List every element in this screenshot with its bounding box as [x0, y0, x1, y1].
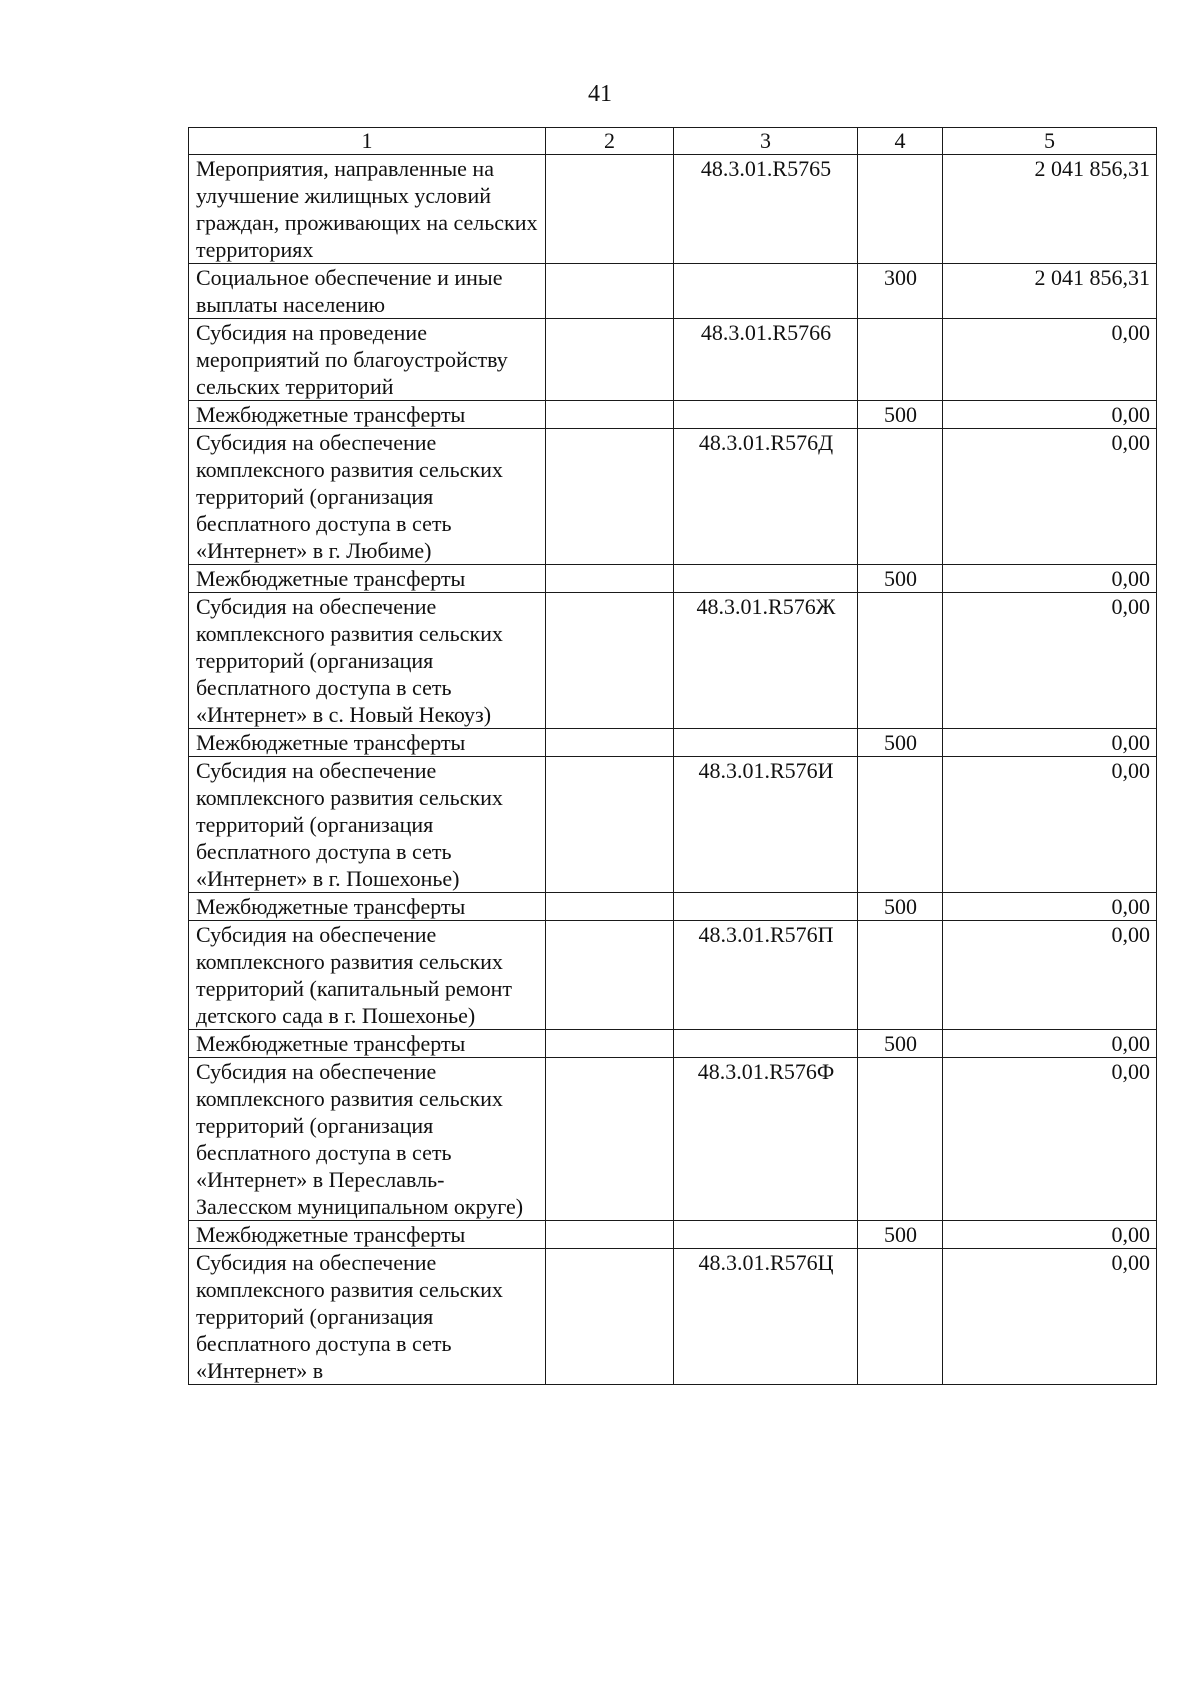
expense-name-cell: Межбюджетные трансферты	[189, 893, 546, 921]
amount-cell: 2 041 856,31	[943, 264, 1157, 319]
expense-type-cell: 500	[858, 893, 943, 921]
column-2-cell	[546, 1221, 674, 1249]
expense-name-cell: Субсидия на обеспечение комплексного развития сельских территорий (капитальный ремонт детского сада в г. Пошехонье)	[189, 921, 546, 1030]
amount-cell: 0,00	[943, 1249, 1157, 1385]
column-2-cell	[546, 319, 674, 401]
expense-type-cell	[858, 155, 943, 264]
budget-table	[188, 127, 1157, 1385]
target-item-code-cell: 48.3.01.R576Ж	[674, 593, 858, 729]
table-row	[189, 155, 1157, 264]
table-row	[189, 921, 1157, 1030]
target-item-code-cell: 48.3.01.R5766	[674, 319, 858, 401]
target-item-code-cell	[674, 729, 858, 757]
column-2-cell	[546, 565, 674, 593]
amount-cell: 0,00	[943, 893, 1157, 921]
column-2-cell	[546, 757, 674, 893]
header-cell-5: 5	[943, 128, 1157, 155]
expense-name-cell: Субсидия на обеспечение комплексного развития сельских территорий (организация бесплатного доступа в сеть «Интернет» в	[189, 1249, 546, 1385]
column-2-cell	[546, 401, 674, 429]
amount-cell: 0,00	[943, 429, 1157, 565]
column-2-cell	[546, 264, 674, 319]
column-2-cell	[546, 593, 674, 729]
header-cell-3: 3	[674, 128, 858, 155]
target-item-code-cell	[674, 401, 858, 429]
expense-type-cell	[858, 757, 943, 893]
expense-type-cell	[858, 921, 943, 1030]
column-2-cell	[546, 893, 674, 921]
table-row	[189, 1249, 1157, 1385]
expense-name-cell: Межбюджетные трансферты	[189, 565, 546, 593]
expense-name-cell: Межбюджетные трансферты	[189, 1221, 546, 1249]
table-row	[189, 893, 1157, 921]
amount-cell: 0,00	[943, 921, 1157, 1030]
column-2-cell	[546, 155, 674, 264]
table-row	[189, 264, 1157, 319]
expense-name-cell: Субсидия на обеспечение комплексного развития сельских территорий (организация бесплатного доступа в сеть «Интернет» в г. Пошехонье)	[189, 757, 546, 893]
target-item-code-cell	[674, 1030, 858, 1058]
expense-name-cell: Субсидия на обеспечение комплексного развития сельских территорий (организация бесплатного доступа в сеть «Интернет» в г. Любиме)	[189, 429, 546, 565]
amount-cell: 0,00	[943, 1058, 1157, 1221]
table-row	[189, 565, 1157, 593]
expense-type-cell: 500	[858, 401, 943, 429]
amount-cell: 0,00	[943, 319, 1157, 401]
amount-cell: 0,00	[943, 729, 1157, 757]
column-2-cell	[546, 1058, 674, 1221]
column-2-cell	[546, 1030, 674, 1058]
column-2-cell	[546, 921, 674, 1030]
amount-cell: 0,00	[943, 401, 1157, 429]
table-row	[189, 1058, 1157, 1221]
expense-type-cell	[858, 1058, 943, 1221]
table-row	[189, 319, 1157, 401]
amount-cell: 0,00	[943, 565, 1157, 593]
target-item-code-cell: 48.3.01.R576Д	[674, 429, 858, 565]
target-item-code-cell	[674, 565, 858, 593]
target-item-code-cell: 48.3.01.R576П	[674, 921, 858, 1030]
amount-cell: 0,00	[943, 1221, 1157, 1249]
header-cell-1: 1	[189, 128, 546, 155]
expense-name-cell: Субсидия на проведение мероприятий по благоустройству сельских территорий	[189, 319, 546, 401]
expense-name-cell: Межбюджетные трансферты	[189, 1030, 546, 1058]
expense-type-cell: 500	[858, 1221, 943, 1249]
expense-name-cell: Межбюджетные трансферты	[189, 729, 546, 757]
table-row	[189, 729, 1157, 757]
target-item-code-cell	[674, 893, 858, 921]
table-body	[189, 155, 1157, 1385]
amount-cell: 0,00	[943, 593, 1157, 729]
table-row	[189, 1221, 1157, 1249]
expense-name-cell: Мероприятия, направленные на улучшение жилищных условий граждан, проживающих на сельских территориях	[189, 155, 546, 264]
expense-type-cell	[858, 319, 943, 401]
table-row	[189, 593, 1157, 729]
header-cell-4: 4	[858, 128, 943, 155]
expense-type-cell	[858, 593, 943, 729]
table-row	[189, 757, 1157, 893]
expense-name-cell: Субсидия на обеспечение комплексного развития сельских территорий (организация бесплатного доступа в сеть «Интернет» в с. Новый Некоуз)	[189, 593, 546, 729]
expense-name-cell: Межбюджетные трансферты	[189, 401, 546, 429]
header-row	[189, 128, 1157, 155]
table-row	[189, 429, 1157, 565]
amount-cell: 0,00	[943, 757, 1157, 893]
column-2-cell	[546, 729, 674, 757]
expense-type-cell: 500	[858, 1030, 943, 1058]
target-item-code-cell	[674, 264, 858, 319]
target-item-code-cell: 48.3.01.R576Ц	[674, 1249, 858, 1385]
column-2-cell	[546, 1249, 674, 1385]
table-row	[189, 401, 1157, 429]
target-item-code-cell	[674, 1221, 858, 1249]
target-item-code-cell: 48.3.01.R5765	[674, 155, 858, 264]
expense-name-cell: Субсидия на обеспечение комплексного развития сельских территорий (организация бесплатного доступа в сеть «Интернет» в Переславль-Залесском муниципальном округе)	[189, 1058, 546, 1221]
target-item-code-cell: 48.3.01.R576И	[674, 757, 858, 893]
header-cell-2: 2	[546, 128, 674, 155]
expense-name-cell: Социальное обеспечение и иные выплаты населению	[189, 264, 546, 319]
expense-type-cell	[858, 429, 943, 565]
expense-type-cell: 500	[858, 565, 943, 593]
target-item-code-cell: 48.3.01.R576Ф	[674, 1058, 858, 1221]
expense-type-cell: 300	[858, 264, 943, 319]
expense-type-cell	[858, 1249, 943, 1385]
page-number: 41	[588, 81, 612, 107]
table-row	[189, 1030, 1157, 1058]
amount-cell: 0,00	[943, 1030, 1157, 1058]
expense-type-cell: 500	[858, 729, 943, 757]
column-2-cell	[546, 429, 674, 565]
amount-cell: 2 041 856,31	[943, 155, 1157, 264]
